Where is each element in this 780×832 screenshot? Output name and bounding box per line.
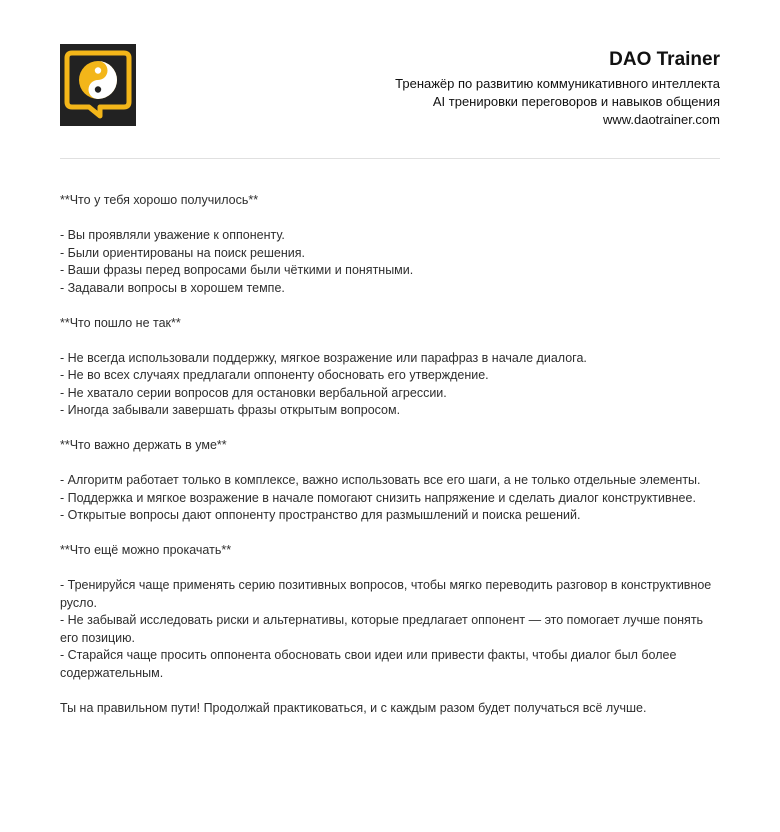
feedback-body <box>60 192 720 717</box>
list-item: - Не всегда использовали поддержку, мягкое возражение или парафраз в начале диалога. <box>60 350 587 365</box>
list-item: - Задавали вопросы в хорошем темпе. <box>60 280 285 295</box>
section-list <box>60 472 720 525</box>
section-mistakes <box>60 315 720 420</box>
list-item: - Алгоритм работает только в комплексе, важно использовать все его шаги, а не только отдельные элементы. <box>60 473 701 487</box>
brand-title: DAO Trainer <box>609 49 720 70</box>
list-item: - Старайся чаще просить оппонента обосновать свои идеи или привести факты, чтобы диалог был более содержательным. <box>60 648 677 680</box>
yin-yang-speech-bubble-icon <box>60 44 136 126</box>
list-item: - Иногда забывали завершать фразы открытым вопросом. <box>60 403 401 417</box>
section-key-points <box>60 437 720 525</box>
section-improvements <box>60 542 720 682</box>
section-strengths <box>60 192 720 297</box>
section-list <box>60 227 720 297</box>
brand-subtitle-2: AI тренировки переговоров и навыков общения <box>432 94 720 109</box>
list-item: - Ваши фразы перед вопросами были чёткими и понятными. <box>60 263 414 277</box>
section-heading: **Что пошло не так** <box>60 315 181 330</box>
list-item: - Были ориентированы на поиск решения. <box>60 245 305 260</box>
section-list <box>60 577 720 682</box>
list-item: - Не во всех случаях предлагали оппоненту обосновать его утверждение. <box>60 368 489 382</box>
section-heading: **Что важно держать в уме** <box>60 438 227 452</box>
closing-message: Ты на правильном пути! Продолжай практиковаться, и с каждым разом будет получаться всё лучше. <box>60 700 647 715</box>
list-item: - Поддержка и мягкое возражение в начале помогают снизить напряжение и сделать диалог конструктивнее. <box>60 490 696 505</box>
list-item: - Тренируйся чаще применять серию позитивных вопросов, чтобы мягко переводить разговор в конструктивное русло. <box>60 578 712 610</box>
header-divider <box>60 158 720 159</box>
list-item: - Открытые вопросы дают оппоненту пространство для размышлений и поиска решений. <box>60 508 581 522</box>
section-heading: **Что у тебя хорошо получилось** <box>60 193 259 207</box>
document-header <box>60 44 720 128</box>
section-list <box>60 350 720 420</box>
section-heading: **Что ещё можно прокачать** <box>60 543 232 557</box>
brand-website: www.daotrainer.com <box>602 112 720 127</box>
list-item: - Вы проявляли уважение к оппоненту. <box>60 228 285 242</box>
brand-block <box>395 48 720 129</box>
list-item: - Не забывай исследовать риски и альтернативы, которые предлагает оппонент — это помогает лучше понять его позицию. <box>60 613 704 645</box>
list-item: - Не хватало серии вопросов для остановки вербальной агрессии. <box>60 385 447 400</box>
brand-subtitle-1: Тренажёр по развитию коммуникативного интеллекта <box>395 76 720 91</box>
